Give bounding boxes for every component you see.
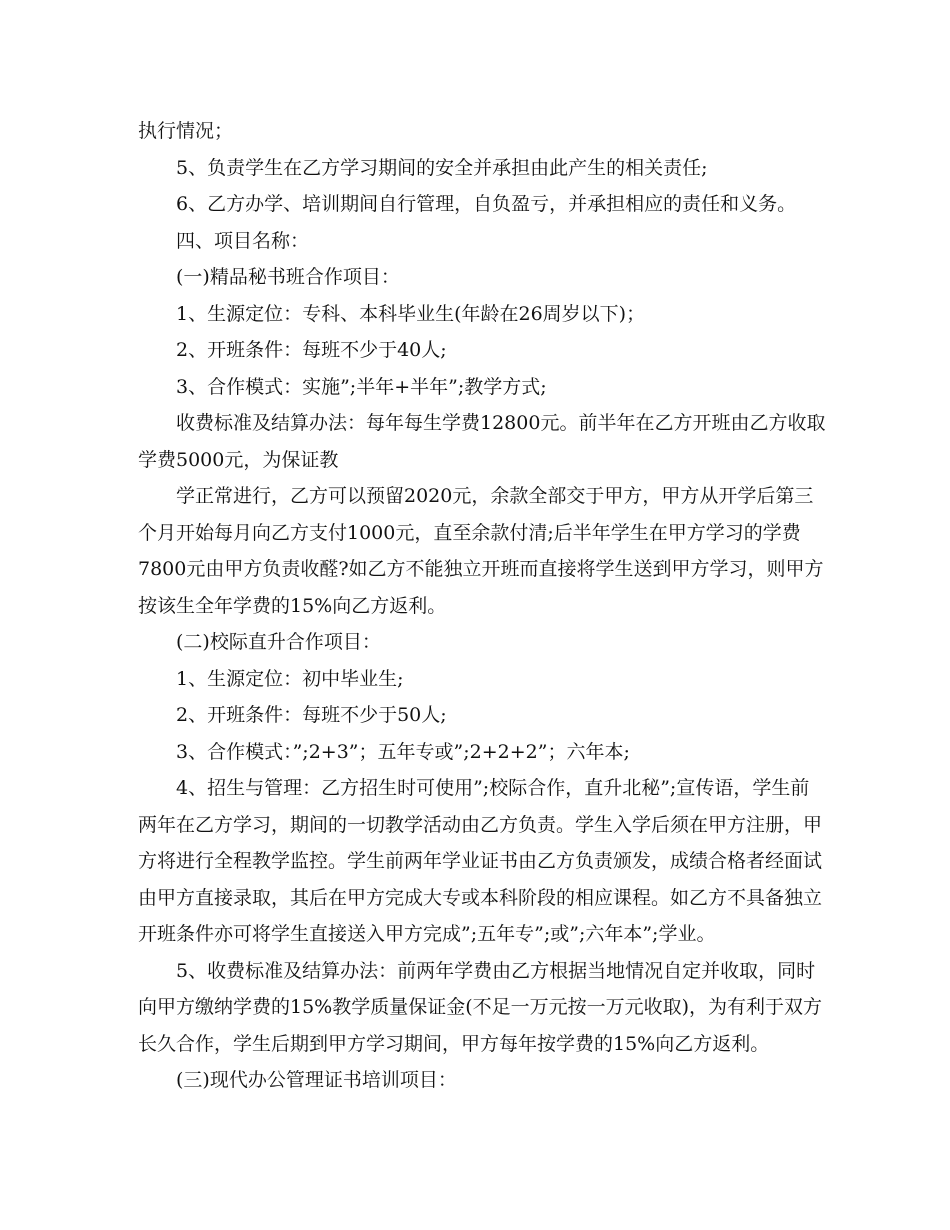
subsection-heading-3: (三)现代办公管理证书培训项目： [176, 1069, 457, 1091]
text-line-17: 2、开班条件：每班不少于50人; [176, 704, 447, 726]
text-line-8: 3、合作模式：实施”;半年+半年”;教学方式; [176, 375, 547, 398]
text-line-14: 按该生全年学费的15%向乙方返利。 [138, 594, 447, 617]
text-line-12: 个月开始每月向乙方支付1000元，直至余款付清;后半年学生在甲方学习的学费 [138, 521, 801, 544]
text-line-1: 执行情况； [138, 120, 234, 142]
section-heading-project-name: 四、项目名称： [176, 229, 310, 252]
text-line-11: 学正常进行，乙方可以预留2020元，余款全部交于甲方，甲方从开学后第三 [176, 485, 814, 507]
text-line-24: 5、收费标准及结算办法：前两年学费由乙方根据当地情况自定并收取，同时 [176, 959, 816, 982]
text-line-2: 5、负责学生在乙方学习期间的安全并承担由此产生的相关责任; [176, 156, 708, 179]
text-line-10: 学费5000元，为保证教 [138, 448, 339, 471]
text-line-22: 由甲方直接录取，其后在甲方完成大专或本科阶段的相应课程。如乙方不具备独立 [138, 886, 823, 909]
text-line-25: 向甲方缴纳学费的15%教学质量保证金(不足一万元按一万元收取)，为有利于双方 [138, 996, 823, 1018]
text-line-7: 2、开班条件：每班不少于40人; [176, 339, 447, 361]
text-line-18: 3、合作模式：”;2+3”；五年专或”;2+2+2”；六年本; [176, 740, 630, 763]
document-body [138, 113, 826, 1099]
text-line-6: 1、生源定位：专科、本科毕业生(年龄在26周岁以下)； [176, 302, 646, 325]
text-line-19: 4、招生与管理：乙方招生时可使用”;校际合作，直升北秘”;宣传语，学生前 [176, 777, 810, 799]
text-line-3: 6、乙方办学、培训期间自行管理，自负盈亏，并承担相应的责任和义务。 [176, 193, 797, 215]
text-line-21: 方将进行全程教学监控。学生前两年学业证书由乙方负责颁发，成绩合格者经面试 [138, 850, 823, 872]
subsection-heading-1: (一)精品秘书班合作项目： [176, 266, 400, 288]
text-line-13: 7800元由甲方负责收醛?如乙方不能独立开班而直接将学生送到甲方学习，则甲方 [138, 558, 824, 580]
text-line-26: 长久合作，学生后期到甲方学习期间，甲方每年按学费的15%向乙方返利。 [138, 1032, 770, 1055]
text-line-16: 1、生源定位：初中毕业生; [176, 667, 404, 690]
text-line-9: 收费标准及结算办法：每年每生学费12800元。前半年在乙方开班由乙方收取 [176, 412, 826, 434]
text-line-20: 两年在乙方学习，期间的一切教学活动由乙方负责。学生入学后须在甲方注册，甲 [138, 813, 823, 836]
subsection-heading-2: (二)校际直升合作项目： [176, 631, 381, 653]
text-line-23: 开班条件亦可将学生直接送入甲方完成”;五年专”;或”;六年本”;学业。 [138, 923, 716, 945]
